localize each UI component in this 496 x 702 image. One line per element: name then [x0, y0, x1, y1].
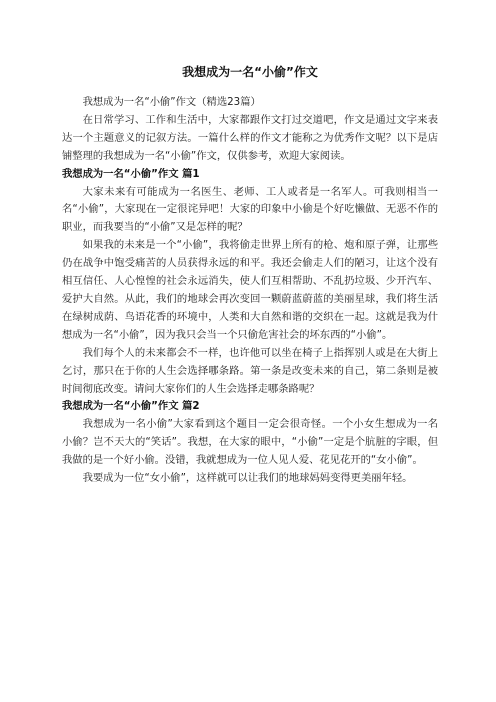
intro-paragraph: 我想成为一名“小偷”作文（精选23篇）	[82, 96, 261, 108]
body-paragraph: 大家未来有可能成为一名医生、老师、工人或者是一名军人。可我则相当一名“小偷”，大家现在一定很诧异吧！大家的印象中小偷是个好吃懒做、无恶不作的职业，而我要当的“小偷”又是怎样的呢？	[62, 185, 438, 234]
body-paragraph: 我想成为一名小偷”大家看到这个题目一定会很奇怪。一个小女生想成为一名小偷？岂不天大的“笑话”。我想，在大家的眼中，“小偷”一定是个肮脏的字眼，但我做的是一个好小偷。没错，我就想成为一位人见人爱、花见花开的“女小偷”。	[62, 418, 438, 467]
body-paragraph: 我要成为一位“女小偷”，这样就可以让我们的地球妈妈变得更美丽年轻。	[82, 472, 413, 485]
body-paragraph: 我们每个人的未来都会不一样，也许他可以坐在椅子上指挥别人或是在大街上乞讨，那只在于你的人生会选择哪条路。第一条是改变未来的自己，第二条则是被时间彻底改变。请问大家你们的人生会选择走哪条路呢？	[62, 346, 438, 395]
intro-paragraph: 在日常学习、工作和生活中，大家都跟作文打过交道吧，作文是通过文字来表达一个主题意义的记叙方法。一篇什么样的作文才能称之为优秀作文呢？以下是店铺整理的我想成为一名“小偷”作文，仅供参考，欢迎大家阅读。	[62, 113, 438, 162]
body-paragraph: 如果我的未来是一个“小偷”，我将偷走世界上所有的枪、炮和原子弹，让那些仍在战争中饱受痛苦的人员获得永远的和平。我还会偷走人们的陋习，让这个没有相互信任、人心惶惶的社会永远消失，使人们互相帮助、不乱扔垃圾、少开汽车、爱护大自然。从此，我们的地球会再次变回一颗蔚蓝蔚蓝的美丽星球，我们将生活在绿树成荫、鸟语花香的环境中，人类和大自然和谐的交织在一起。这就是我为什想成为一名“小偷”，因为我只会当一个只偷危害社会的坏东西的“小偷”。	[62, 239, 438, 341]
section-heading: 我想成为一名“小偷”作文 篇1	[62, 167, 200, 180]
section-heading: 我想成为一名“小偷”作文 篇2	[62, 400, 200, 413]
document-title: 我想成为一名“小偷”作文	[182, 65, 318, 79]
